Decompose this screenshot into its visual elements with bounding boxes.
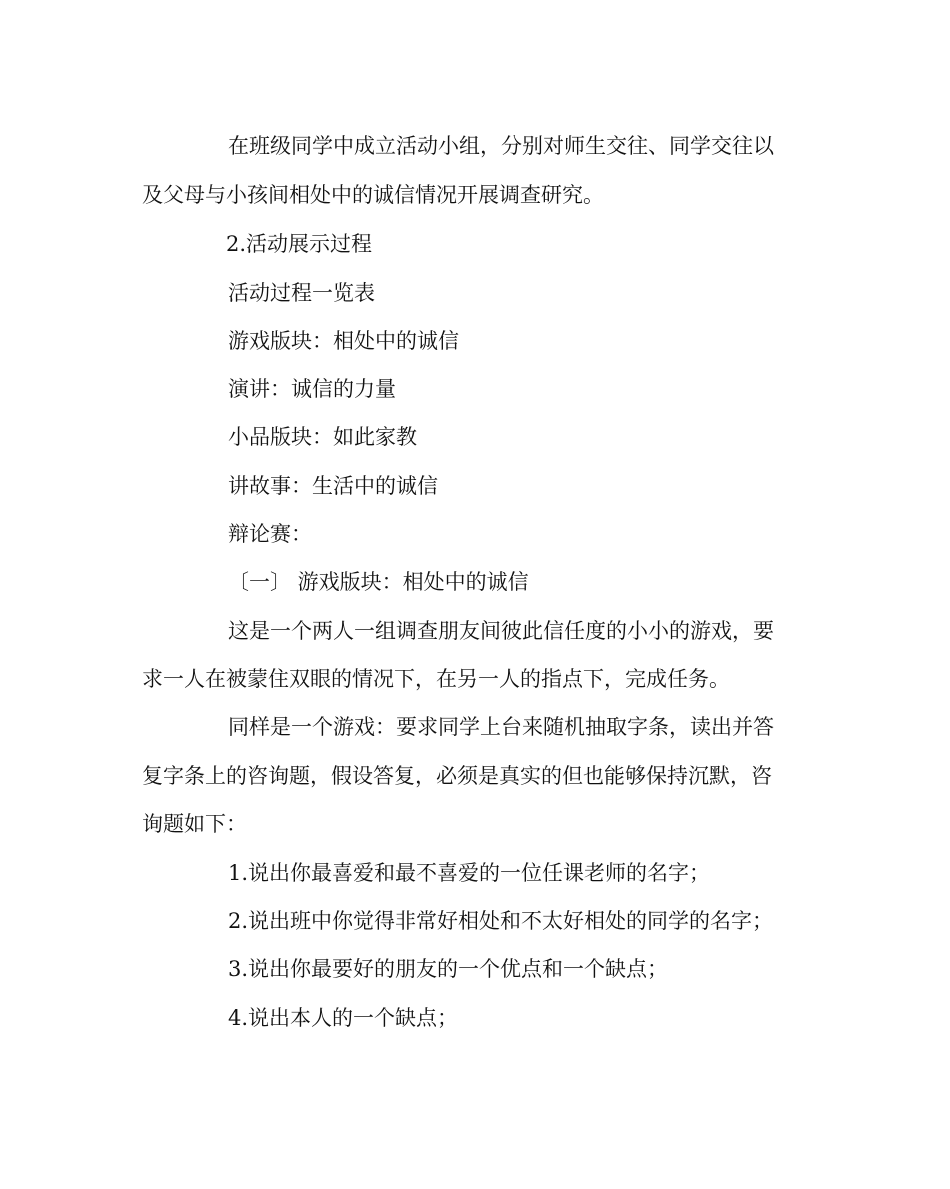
overview-item-story: 讲故事：生活中的诚信 [228,474,438,498]
question-item-4: 4.说出本人的一个缺点； [228,1006,459,1030]
section-heading-activity-process: 2.活动展示过程 [226,232,373,256]
overview-item-speech: 演讲：诚信的力量 [228,377,396,401]
paragraph-question-game-line-1: 同样是一个游戏：要求同学上台来随机抽取字条，读出并答 [228,715,774,739]
question-item-1: 1.说出你最喜爱和最不喜爱的一位任课老师的名字； [228,861,711,885]
overview-title: 活动过程一览表 [228,281,375,305]
question-item-3: 3.说出你最要好的朋友的一个优点和一个缺点； [228,957,669,981]
paragraph-trust-game-line-1: 这是一个两人一组调查朋友间彼此信任度的小小的游戏，要 [228,619,774,643]
paragraph-1-line-1: 在班级同学中成立活动小组，分别对师生交往、同学交往以 [228,134,774,158]
overview-item-game: 游戏版块：相处中的诚信 [228,329,459,353]
overview-item-debate: 辩论赛： [228,522,312,546]
overview-item-skit: 小品版块：如此家教 [228,425,417,449]
paragraph-trust-game-line-2: 求一人在被蒙住双眼的情况下，在另一人的指点下，完成任务。 [142,667,730,691]
paragraph-1-line-2: 及父母与小孩间相处中的诚信情况开展调查研究。 [142,183,604,207]
subsection-heading-game: 〔一〕 游戏版块：相处中的诚信 [228,570,529,594]
paragraph-question-game-line-2: 复字条上的咨询题，假设答复，必须是真实的但也能够保持沉默，咨 [142,764,772,788]
paragraph-question-game-line-3: 询题如下： [142,812,247,836]
question-item-2: 2.说出班中你觉得非常好相处和不太好相处的同学的名字； [228,909,774,933]
